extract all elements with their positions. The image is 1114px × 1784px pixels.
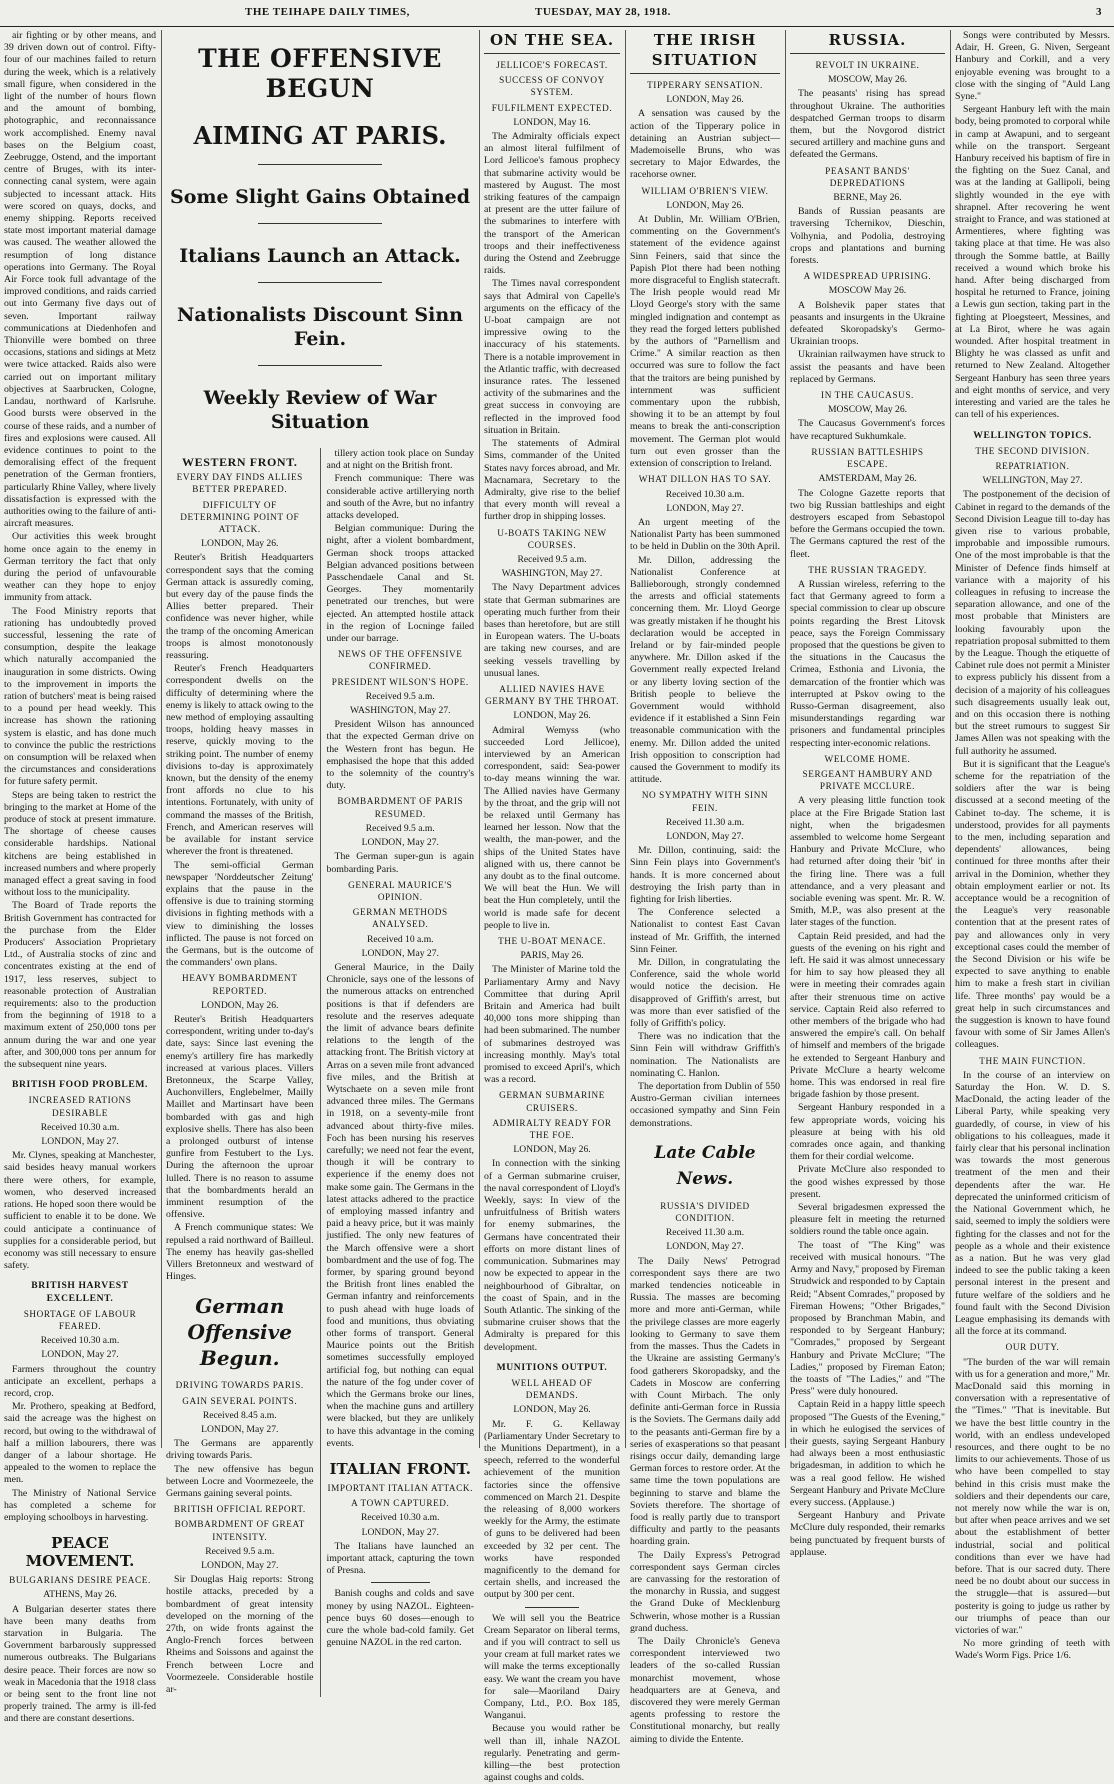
article-body (327, 851, 475, 875)
headline-russia: RUSSIA. (790, 30, 945, 54)
paragraph: Steps are being taken to restrict the bringing to the market at Home of the produce of stock at present immature. The shortage of cheese causes considerable hardships. National kitchens are being established in increased numbers and where properly managed effect a great saving in food without loss to the municipality. (4, 789, 156, 899)
article-body (484, 582, 620, 680)
subhead-dillon: WHAT DILLON HAS TO SAY. (638, 474, 772, 485)
paragraph: Songs were contributed by Messrs. Adair, H. Green, G. Niven, Sergeant Hanbury and Corkill, and a very enjoyable evening was brought to a close with the singing of "Auld Lang Syne." (955, 30, 1110, 103)
paragraph: The Daily Express's Petrograd correspondent says German circles are canvassing for the restoration of the monarchy in Russia, and suggest the Grand Duke of Mecklenburg Schwerin, whose mother is a Russian grand duchess. (630, 1549, 780, 1634)
paragraph: Reuter's British Headquarters correspondent, writing under to-day's date, says: Since last evening the enemy's artillery fire has markedly increased at various places. Villers Bretonneux, the Scarpe Valley, Auchonvillers, Englebelmer, Mailly Maillet and Martinsart have been bombarded with gas and high explosive shells. There has also been a prolonged outburst of intense gunfire from Festubert to the Lys. During the afternoon the uproar lulled. There is no reason to assume that the bombardments herald an imminent resumption of the offensive. (166, 1013, 314, 1221)
column-rule (625, 30, 626, 1448)
article-body (790, 300, 945, 386)
deck-text: Some Slight Gains Obtained (169, 186, 471, 208)
dateline: AMSTERDAM, May 26. (818, 473, 917, 485)
subhead-obrien: WILLIAM O'BRIEN'S VIEW. (641, 185, 769, 196)
article-body (790, 488, 945, 561)
paragraph: Sergeant Hanbury responded in a few appropriate words, voicing his pleasure at being with his old comrades once again, and thanking them for their cordial welcome. (790, 1102, 945, 1163)
received-time: Received 10.30 a.m. (40, 1121, 120, 1133)
received-time: Received 11.30 a.m. (665, 1227, 745, 1239)
article-body (4, 1150, 156, 1272)
paragraph: A Bolshevik paper states that peasants and insurgents in the Ukraine defeated Skoropadsky's Germo-Ukrainian troops. (790, 299, 945, 348)
deck-italians-attack (166, 244, 474, 283)
paragraph: But it is significant that the League's scheme for the repatriation of the soldiers after the war is being discussed at a second meeting of the Cabinet to-day. The scheme, it is understood, provides for all payments to the men, including separation and dependents' allowances, being continued for three months after their arrival in the Dominion, whether they obtain employment earlier or not. Its acceptance would be a recognition of the League's very reasonable contention that at the present rates of pay and allowances only in very exceptional cases could the member of the Second Division or his wife be expected to save anything to enable him to make a fresh start in civilian life. Three months' pay would be a great help in such circumstances and the suggestion is known to have found favour with some of Sir James Allen's colleagues. (955, 758, 1110, 1051)
paragraph: Mr. Dillon, addressing the Nationalist Conference at Ballieborough, strongly condemned the arrests and official statements concerning them. Mr. Lloyd George was greatly mistaken if he thought his declaration would be accepted in Ireland or by fair-minded people anywhere. Mr. Dillon asked if the Government really expected Ireland or any liberty loving section of the British people to believe the Government would withhold evidence if it established a Sinn Fein treasonable communication with the enemy. Mr. Dillon added the united Irish opposition to conscription had caused the Government to modify its attitude. (630, 554, 780, 786)
subhead-general-maurice: GENERAL MAURICE'S OPINION. (348, 879, 453, 902)
article-body (955, 1070, 1110, 1338)
paragraph: In the course of an interview on Saturday the Hon. W. D. S. MacDonald, the acting leader of the Liberal Party, while speaking very guardedly, of course, in view of his obligations to his colleagues, made it fairly clear that his personal inclination was towards the most generous treatment of the men and their dependents after the war. He deprecated the uninformed criticism of the National Government which, he said, seemed to imply the soldiers were fighting for the classes and not for the people as a whole and their existence as a nation. But he was very glad indeed to see the public taking a keen personal interest in the present and future welfare of the soldiers and he found fault with the Second Division League emphasising its demands with all the force at its command. (955, 1069, 1110, 1338)
article-body (166, 552, 314, 969)
received-time: Received 8.45 a.m. (202, 1409, 277, 1421)
subcolumn-left (166, 448, 314, 1697)
paragraph: Mr. Clynes, speaking at Manchester, said besides heavy manual workers there were others, for example, women, who deserved increased rations. He hoped soon there would be sufficient to enable it to be done. We could anticipate a continuance of supplies for a considerable period, but economy was still necessary to ensure safety. (4, 1150, 156, 1272)
paragraph: The Times naval correspondent says that Admiral von Capelle's arguments on the efficacy of the U-boat campaign are not impressive owing to the inaccuracy of his statements. There is a notable improvement in the Atlantic traffic, with decreased insurance rates. The lessened activity of the submarines and the great success in convoying are reflected in the improved food situation in Britain. (484, 278, 620, 436)
received-time: Received 9.5 a.m. (365, 690, 435, 702)
page-number: 3 (1096, 6, 1102, 18)
paragraph: Because you would rather be well than ill, inhale NAZOL regularly. Penetrating and germ-killing—the best protection against coughs and colds. (484, 1723, 620, 1784)
paragraph: Ukrainian railwaymen have struck to assist the peasants and have been replaced by Germans. (790, 349, 945, 385)
column-1 (4, 30, 156, 1725)
dateline: LONDON, May 27. (666, 502, 744, 514)
subhead-tipperary: TIPPERARY SENSATION. (647, 80, 763, 90)
dateline: ATHENS, May 26. (43, 1589, 117, 1601)
article-body (327, 719, 475, 792)
column-rule (320, 448, 321, 1697)
paragraph: The Conference selected a Nationalist to contest East Cavan instead of Mr. Griffith, the interned Sinn Feiner. (630, 907, 780, 955)
article-body (166, 1574, 314, 1696)
subhead-russia-divided: RUSSIA'S DIVIDED CONDITION. (660, 1200, 750, 1224)
subhead-bombardment-paris: BOMBARDMENT OF PARIS RESUMED. (337, 796, 464, 819)
article-body (955, 489, 1110, 1051)
dateline: MOSCOW, May 26. (827, 74, 908, 86)
paragraph: The postponement of the decision of Cabinet in regard to the demands of the Second Division League till to-day has given rise to various probable, improbable and impossible rumours. One of the most improbable is that the Minister of Defence finds himself at variance with a majority of his colleagues in refusing to increase the separation allowance, and one of the most probable that Ministers are looking favourably upon the repatriation proposal submitted to them by the League. Though the etiquette of Cabinet rule does not permit a Minister to express publicly his dissent from a decision of a majority of his colleagues such disagreements usually leak out, and on this occasion there is nothing but the street rumours to suggest Sir James Allen was not speaking with the full authority he assumed. (955, 489, 1110, 757)
advertisement (484, 1613, 620, 1784)
dateline: WASHINGTON, May 27. (349, 705, 451, 717)
column-2 (166, 30, 475, 1696)
subhead-president-wilson: PRESIDENT WILSON'S HOPE. (331, 676, 469, 687)
dateline: LONDON, May 26. (201, 538, 279, 550)
subhead-main-function: THE MAIN FUNCTION. (979, 1055, 1086, 1066)
subhead-allied-navies: ALLIED NAVIES HAVE GERMANY BY THE THROAT. (485, 683, 619, 707)
subhead-ahead-of-demands: WELL AHEAD OF DEMANDS. (511, 1377, 593, 1401)
dateline: WELLINGTON, May 27. (982, 475, 1083, 487)
dateline: BERNE, May 26. (833, 192, 902, 204)
subhead-town-captured: A TOWN CAPTURED. (351, 1498, 450, 1509)
subhead-u-boat-menace: THE U-BOAT MENACE. (498, 936, 606, 947)
paragraph: Reuter's French Headquarters correspondent dwells on the difficulty of determining where the enemy is likely to attack owing to the new method of employing assaulting troops, holding heavy masses in reserve, quickly moving to the striking point. The number of enemy divisions to-day is approximately known, but the density of the enemy front affords no clue to his intentions. Fortunately, with unity of command the masses of the British, French, and American reserves will be available for instant service wherever the front is threatened. (166, 663, 314, 858)
subhead-battleships-escape: RUSSIAN BATTLESHIPS ESCAPE. (811, 446, 924, 470)
article-body (790, 795, 945, 1559)
paragraph: The semi-official German newspaper 'Norddeutscher Zeitung' explains that the pause in the offensive is due to training storming divisions in fighting methods with a view to diminishing the losses inflicted. The pause is not forced on the Germans, but is the outcome of the commanders' own plans. (166, 859, 314, 969)
article-body (790, 88, 945, 161)
paragraph: Sergeant Hanbury left with the main body, being promoted to corporal while in camp at Awapuni, and to sergeant while on the transport. Sergeant Hanbury received his baptism of fire in the fighting on the Suez Canal, and was at the landing at Gallipoli, being slightly wounded in the eye with shrapnel. After recovering he went straight to France, and was stationed at Armentieres, where fighting was taking place at that time. He was also through the Somme battle, at Bailly received a wound which broke his hand. After being discharged from hospital he returned to France, joining a Lewis gun section, taking part in the fighting at Ploegsteert, Messines, and at La Birot, where he was again wounded. After hospital treatment in Blighty he was classed as unfit and returned to New Zealand. Altogether Sergeant Hanbury has seen three years and eight months of service, and very interesting and varied are the tales he can tell of his experiences. (955, 104, 1110, 421)
subhead-peasant-bands: PEASANT BANDS' DEPREDATIONS (825, 165, 910, 188)
received-time: Received 10.30 a.m. (665, 488, 745, 500)
masthead (0, 0, 1114, 27)
paragraph: "The burden of the war will remain with us for a generation and more," Mr. MacDonald said this morning in conversation with a representative of the "Times." "That is inevitable. But we have the best little country in the world, with an endless undeveloped resources, and there ought to be no limits to our achievements. Those of us who have been compelled to stay behind in this crisis must make the soldiers and their dependents our care, not merely now while the war is on, but after when peace arrives and we set about the establishment of better industrial, social and political conditions than ever we have had before. That is our sacred duty. There need be no doubt about our success in the struggle—that is assured—but posterity is going to judge us rather by our triumphs of peace than our victories of war." (955, 1356, 1110, 1636)
column-7 (955, 30, 1110, 1662)
column-4 (484, 30, 620, 1784)
subcolumn-right (327, 448, 475, 1697)
article-body (630, 1256, 780, 1746)
paragraph: Belgian communique: During the night, after a violent bombardment, German shock troops attacked Belgian advanced positions between Passchendaele Canal and St. Georges. They momentarily penetrated our trenches, but were ejected. An attempted hostile attack in the region of Locninge failed under our barrage. (326, 523, 475, 645)
column-1-body (4, 30, 156, 1071)
subhead-difficulty: DIFFICULTY OF DETERMINING POINT OF ATTACK. (180, 499, 300, 535)
paragraph: There was no indication that the Sinn Fein will withdraw Griffith's nomination. The Nationalists are nominating C. Hanlon. (630, 1031, 780, 1079)
paragraph: Farmers throughout the country anticipate an excellent, perhaps a record, crop. (4, 1363, 156, 1399)
subhead-our-duty: OUR DUTY. (1005, 1342, 1060, 1353)
subhead-u-boats: U-BOATS TAKING NEW COURSES. (497, 527, 607, 550)
deck-nationalists (166, 303, 474, 366)
dateline: LONDON, May 27. (201, 1424, 279, 1436)
headline-wellington-topics: WELLINGTON TOPICS. (973, 429, 1092, 441)
headline-harvest: BRITISH HARVEST EXCELLENT. (31, 1280, 129, 1304)
column-rule (785, 30, 786, 1448)
subhead-labour-shortage: SHORTAGE OF LABOUR FEARED. (23, 1308, 137, 1331)
received-time: Received 9.5 a.m. (365, 822, 435, 834)
article-body (484, 1158, 620, 1353)
deck-text: AIMING AT PARIS. (193, 121, 447, 150)
dateline: LONDON, May 27. (666, 1241, 744, 1253)
received-time: Received 9.5 a.m. (205, 1545, 275, 1557)
article-body (630, 845, 780, 1130)
article-body (790, 206, 945, 267)
dateline: LONDON, May 27. (201, 1560, 279, 1572)
paragraph: An urgent meeting of the Nationalist Party has been summoned to be held in Dublin on the 30th April. (630, 516, 780, 553)
paragraph: A French communique states: We repulsed a raid northward of Bailleul. The enemy has heavily gas-shelled Villers Bretonneux and westward of Hinges. (166, 1222, 314, 1283)
deck-text: Italians Launch an Attack. (179, 245, 461, 267)
subhead-caucasus: IN THE CAUCASUS. (821, 390, 914, 401)
headline-german-offensive: German Offensive Begun. (187, 1294, 292, 1371)
subhead-fulfilment: FULFILMENT EXPECTED. (491, 102, 613, 113)
article-body (630, 108, 780, 181)
paragraph: The Minister of Marine told the Parliamentary Army and Navy Committee that during April Britain and America had built 40,000 tons more shipping than had been submarined. The number of submarines destroyed was increasing monthly. May's total promised to exceed April's, which was a record. (484, 964, 620, 1086)
headline-munitions: MUNITIONS OUTPUT. (496, 1361, 608, 1373)
article-body (166, 1014, 314, 1283)
dateline: WASHINGTON, May 27. (501, 568, 603, 580)
article-body (955, 30, 1110, 422)
headline-on-the-sea: ON THE SEA. (484, 30, 620, 54)
paragraph: General Maurice, in the Daily Chronicle, says one of the lessons of the numerous attacks on entrenched positions is that if defenders are resolute and the reserves adequate the limit of advance bears definite relations to the length of the attacking front. The British victory at Arras on a seven mile front advanced five miles, and the British at Wytschaete on a seven mile front advanced three miles. The Germans in 1918, on a seventy-mile front advanced about thirty-five miles. Foch has been nursing his reserves carefully; we need not fear the event, though it will be contrary to experience if the enemy does not make some gain. The Germans in the latest attacks adhered to the practice of employing massed infantry and paid a heavy price, but it was mainly justified. The only new features of the March offensive were a short bombardment and the use of fog. The former, by sparing ground beyond the British front lines enabled the German infantry and reinforcements to push ahead with huge loads of food and munitions, thus obviating other forms of transport. General Maurice points out the British sometimes successfully employed artificial fog, but nothing can equal the nature of the fog under cover of which the Germans broke our lines, when the machine guns and artillery were blacked, but they are unlikely to have this advantage in the coming events. (326, 961, 475, 1449)
subhead-news-confirmed: NEWS OF THE OFFENSIVE CONFIRMED. (338, 649, 463, 672)
paragraph: The Italians have launched an important attack, capturing the town of Presna. (326, 1540, 475, 1577)
subhead-allies-prepared: EVERY DAY FINDS ALLIES BETTER PREPARED. (176, 472, 303, 495)
newspaper-title: THE TEIHAPE DAILY TIMES, (245, 6, 410, 18)
subhead-jellicoe: JELLICOE'S FORECAST. (496, 60, 608, 70)
paragraph: A Russian wireless, referring to the fact that Germany agreed to form a special commission to clear up obscure points regarding the Brest Litovsk peace, says the Foreign Commissary proposed that the questions be given to the situations in the Caucasus the Crimea, Esthonia and Livonia, the demarcation of the frontier which was interrupted at Pskov owing to the Russo-German disagreement, also misunderstandings regarding war prisoners and fundamental principles respecting inter-economic relations. (790, 578, 945, 749)
subhead-hanbury-mcclure: SERGEANT HAMBURY AND PRIVATE MCCLURE. (802, 768, 933, 792)
dateline: LONDON, May 26. (513, 710, 591, 722)
dateline: LONDON, May 27. (41, 1136, 119, 1148)
article-body (327, 448, 475, 645)
paragraph: The Daily News' Petrograd correspondent says there are two marked tendencies noticeable in Russia. The masses are becoming more and more anti-German, while the privilege classes are more eagerly looking to Germany to save them from the masses. Thus the Cadets in the Ukraine are assisting Germany's food gatherers Skoropadsky, and the Cadets in Moscow are conferring with Count Mirbach. The only definite anti-German force in Russia is the Soviets. The Germans daily add to the peasants anti-German fire by a series of exasperations so that peasant risings occur daily, demanding large German forces to restore order. At the same time the town populations are beginning to starve and blame the Soviets therefore. The shortage of food is really partly due to transport difficulty and partly to the peasants hoarding grain. (630, 1255, 780, 1548)
article-body (327, 1541, 475, 1578)
subhead-widespread-uprising: A WIDESPREAD UPRISING. (803, 271, 932, 282)
column-rule (479, 30, 480, 1448)
paragraph: air fighting or by other means, and 39 driven down out of control. Fifty-four of our machines failed to return during the week, which is a relatively small figure, when considered in the light of the number of hours flown and the amount of bombing, photographic, and reconnaissance work accomplished. Enemy naval bases on the Belgium coast, Zeebrugge, Ostend, and the important centre of Bruges, with its inter-connecting canal system, were again subjected to incessant attack. Hits were scored on quays, docks, and enemy shipping. Reports received state most important material damage was caused. The weather allowed the resumption of long distance operations into Germany. The Royal Air Force took full advantage of the improved conditions, and raids carried out into Germany five days out of seven. Important railway communications at Diedenhofen and Thionville were bombed on three occasions, stations and sidings at Metz were twice attacked. Raids also were carried out on important military objectives at Saarbrucken, Cologne, Landau, northward of Karlsruhe. Good bursts were observed in the course of these raids, and a number of fires and explosions were caused. All evidence continues to point to the demoralising effect of the frequent penetration of the German frontiers, particularly Rhine Valley, where lively dissatisfaction is expressed with the authorities owing to the failure of anti-aircraft measures. (4, 30, 156, 530)
main-headline: THE OFFENSIVE BEGUN (198, 44, 442, 103)
article-body (484, 1419, 620, 1602)
subhead-repatriation: REPATRIATION. (995, 460, 1070, 471)
paragraph: The peasants' rising has spread throughout Ukraine. The authorities despatched German troops to disarm them, but the Novgorod district secured artillery and machine guns and defeated the Germans. (790, 88, 945, 161)
article-body (4, 1604, 156, 1726)
article-body (790, 418, 945, 442)
paragraph: Banish coughs and colds and save money by using NAZOL. Eighteen-pence buys 60 doses—enough to cure the whole bad-cold family. Get genuine NAZOL in the red carton. (326, 1588, 475, 1649)
headline-peace-movement: PEACE MOVEMENT. (25, 1534, 135, 1571)
paragraph: A very pleasing little function took place at the Fire Brigade Station last night, when the brigadesmen assembled to welcome home Sergeant Hanbury and Private McClure, who had returned after doing their 'bit' in the firing line. There was a full attendance, and a very pleasant and sociable evening was spent. Mr. R. W. Smith, M.P., was also present at the later stages of the function. (790, 795, 945, 929)
article-body (484, 131, 620, 524)
dateline: LONDON, May 16. (513, 116, 591, 128)
paragraph: Our activities this week brought home once again to the enemy in German territory the fact that only during the period of unfavourable weather can they hope to enjoy immunity from attack. (4, 531, 156, 604)
headline-irish-situation: THE IRISH SITUATION (630, 30, 780, 74)
column-2-subcolumns (166, 448, 474, 1697)
paragraph: Private McClure also responded to the good wishes expressed by those present. (790, 1164, 945, 1200)
column-6 (790, 30, 945, 1558)
article-body (4, 1364, 156, 1525)
paragraph: Admiral Wemyss (who succeeded Lord Jellicoe), interviewed by an American correspondent, said: Sea-power to-day means winning the war. The Allied navies have Germany by the throat, and the grip will not be relaxed until Germany has learned her lesson. Now that the wealth, the man-power, and the ships of the United States have aligned with us, there cannot be any doubt as to the final outcome. We will beat the Hun. We will beat the Hun completely, until the world is made safe for decent people to live in. (484, 724, 620, 931)
paragraph: The Ministry of National Service has completed a scheme for employing schoolboys in harvesting. (4, 1487, 156, 1523)
dateline: LONDON, May 27. (41, 1349, 119, 1361)
paragraph: Mr. Dillon, in congratulating the Conference, said the whole world would notice the decision. He disapproved of Griffith's arrest, but was more than ever satisfied of the folly of Griffith's policy. (630, 957, 780, 1030)
subhead-bulgarians: BULGARIANS DESIRE PEACE. (9, 1575, 151, 1586)
paragraph: Mr. Prothero, speaking at Bedford, said the acreage was the highest on record, but owing to the withdrawal of half a million labourers, there was danger of a labour shortage. He appealed to the women to replace the men. (4, 1401, 156, 1486)
paragraph: The German super-gun is again bombarding Paris. (326, 851, 475, 875)
subhead-convoy: SUCCESS OF CONVOY SYSTEM. (499, 75, 605, 98)
paragraph: The Cologne Gazette reports that two big Russian battleships and eight destroyers escaped from Sebastopol before the Germans occupied the town. The Germans captured the rest of the fleet. (790, 487, 945, 560)
dateline: MOSCOW, May 26. (827, 404, 908, 416)
article-body (484, 964, 620, 1086)
paragraph: In connection with the sinking of a German submarine cruiser, the naval correspondent of Lloyd's Weekly, says: In view of the unfruitfulness of British waters for enemy submarines, the Germans have concentrated their efforts on more distant lines of communication. Submarines may now be expected to appear in the neighbourhood of Gibraltar, on the coast of Spain, and in the South Atlantic. The sinking of the submarine cruiser shows that the Admiralty is prepared for this development. (484, 1158, 620, 1353)
paragraph: tillery action took place on Sunday and at night on the British front. (326, 448, 475, 472)
paragraph: Sergeant Hanbury and Private McClure duly responded, their remarks being punctuated by frequent bursts of applause. (790, 1510, 945, 1558)
subhead-increased-rations: INCREASED RATIONS DESIRABLE (28, 1095, 132, 1118)
deck-text: Weekly Review of War Situation (203, 387, 437, 433)
paragraph: A sensation was caused by the action of the Tipperary police in detaining an Austrian subject—Mademoiselle Bruns, who was secretary to Major Edwardes, the racehorse owner. (630, 108, 780, 181)
dateline: LONDON, May 27. (361, 1526, 439, 1538)
article-body (327, 962, 475, 1450)
dateline: LONDON, May 26. (201, 999, 279, 1011)
subhead-british-official: BRITISH OFFICIAL REPORT. (173, 1504, 306, 1515)
received-time: Received 9.5 a.m. (517, 553, 587, 565)
dateline: LONDON, May 26. (666, 94, 744, 106)
paragraph: The Germans are apparently driving towards Paris. (166, 1438, 314, 1462)
advertisement (327, 1588, 475, 1649)
paragraph: The new offensive has begun between Locre and Voormezeele, the Germans gaining several points. (166, 1463, 314, 1500)
received-time: Received 10.30 a.m. (360, 1512, 440, 1524)
subhead-welcome-home: WELCOME HOME. (824, 753, 911, 764)
paragraph: The Admiralty officials expect an almost literal fulfilment of Lord Jellicoe's famous prophecy that submarine activity would be mastered by August. The most striking features of the campaign at present are the utter failure of the submarines to interfere with the transport of the American troops and their ineffectiveness during the Ostend and Zeebrugge raids. (484, 131, 620, 277)
subhead-russian-tragedy: THE RUSSIAN TRAGEDY. (808, 564, 927, 575)
dateline: LONDON, May 26. (513, 1404, 591, 1416)
dateline: MOSCOW May 26. (828, 285, 907, 297)
subhead-no-sympathy: NO SYMPATHY WITH SINN FEIN. (641, 790, 769, 813)
column-5 (630, 30, 780, 1745)
article-body (484, 725, 620, 932)
dateline: LONDON, May 26. (513, 1144, 591, 1156)
subhead-heavy-bombardment: HEAVY BOMBARDMENT REPORTED. (181, 973, 298, 996)
subhead-intensity: BOMBARDMENT OF GREAT INTENSITY. (174, 1519, 305, 1542)
paragraph: Reuter's British Headquarters correspondent says that the coming German attack is assuredly coming, but every day of the pause finds the Allies better prepared. Their confidence was never higher, while the tramp of the oncoming American troops is almost monotonously reassuring. (166, 552, 314, 662)
dateline: LONDON, May 27. (361, 837, 439, 849)
subhead-driving-paris: DRIVING TOWARDS PARIS. (175, 1380, 304, 1391)
paragraph: The toast of "The King" was received with musical honours. "The Army and Navy," proposed by Fireman Strudwick and responded to by Captain Reid; "Absent Comrades," proposed by Fireman Howens; "Other Brigades," proposed by Branchman Mabin, and responded to by Sergeant Hanbury; "Comrades," proposed by Sergeant Hanbury and Private McClure; "The Ladies," proposed by Fireman Eaton; the toasts of "The Ladies," and "The Press" were duly honoured. (790, 1239, 945, 1398)
column-rule (950, 30, 951, 1448)
paragraph: Mr. F. G. Kellaway (Parliamentary Under Secretary to the Munitions Department), in a speech, referred to the wonderful achievement of the munition factories since the offensive commenced on March 21. Despite the releasing of 8,000 workers weekly for the Army, the estimate of guns to be delivered had been exceeded by 32 per cent. The works have responded magnificently to the demand for certain shells, and increased the output by 300 per cent. (484, 1418, 620, 1601)
column-rule (161, 30, 162, 1448)
deck-text: Nationalists Discount Sinn Fein. (177, 304, 463, 350)
headline-food-problem: BRITISH FOOD PROBLEM. (11, 1079, 148, 1091)
deck-weekly-review (166, 386, 474, 434)
deck-aiming-at-paris (166, 122, 474, 165)
subhead-methods-analysed: GERMAN METHODS ANALYSED. (352, 907, 448, 930)
paragraph: The Caucasus Government's forces have recaptured Sukhumkale. (790, 418, 945, 442)
dateline: LONDON, May 27. (361, 947, 439, 959)
article-body (955, 1357, 1110, 1663)
dateline: LONDON, May 26. (666, 199, 744, 211)
dateline: PARIS, May 26. (520, 950, 584, 962)
subhead-admiralty-ready: ADMIRALTY READY FOR THE FOE. (492, 1117, 612, 1141)
article-body (166, 1438, 314, 1500)
paragraph: The Food Ministry reports that rationing has undoubtedly proved successful, lessening the rate of consumption, despite the leakage which naturally accompanied the inauguration in some districts. Owing to the improvement in imports the ration of butchers' meat is being raised to a pound per head weekly. This increase has shown the rationing system is elastic, and has done much to convince the public the restrictions on consumption will be relaxed when the circumstances and considerations for future safety permit. (4, 605, 156, 788)
paragraph: Sir Douglas Haig reports: Strong hostile attacks, preceded by a bombardment of great intensity developed on the morning of the 27th, on wide fronts against the Anglo-French forces between Rheims and Soissons and against the French between Locre and Voormezeele. Considerable hostile ar- (166, 1574, 314, 1696)
received-time: Received 10.30 a.m. (40, 1335, 120, 1347)
headline-late-cable-news: Late Cable News. (654, 1142, 756, 1189)
subhead-gain-points: GAIN SEVERAL POINTS. (182, 1395, 298, 1406)
paragraph: Bands of Russian peasants are traversing Tchernikov, Dieschin, Volhynia, and Podolia, destroying crops and plantations and burning forests. (790, 206, 945, 267)
paragraph: The statements of Admiral Sims, commander of the United States navy forces abroad, and Mr. Macnamara, Secretary to the Admiralty, give rise to the belief that every month will reveal a further drop in shipping losses. (484, 438, 620, 523)
paragraph: Captain Reid in a happy little speech proposed "The Guests of the Evening," in which he eulogised the services of their guests, saying Sergeant Hanbury had always been a most enthusiastic brigadesman, in addition to which he was a real good fellow. He wished Sergeant Hanbury and Private McClure every success. (Applause.) (790, 1399, 945, 1508)
paragraph: Captain Reid presided, and had the guests of the evening on his right and left. He said it was almost unnecessary for him to say how pleased they all were in meeting their comrades again after their strenuous time on active service. Captain Reid also referred to other members of the brigade who had answered the empire's call. On behalf of himself and members of the brigade he extended to Sergeant Hanbury and Private McClure a hearty welcome home. This was endorsed in real fire brigade fashion by those present. (790, 930, 945, 1101)
issue-date: TUESDAY, MAY 28, 1918. (535, 6, 671, 18)
paragraph: French communique: There was considerable active artillerying north and south of the Avre, but no infantry attacks developed. (326, 473, 475, 522)
deck-slight-gains (166, 185, 474, 224)
paragraph: President Wilson has announced that the expected German drive on the Western front has begun. He emphasised the hope that this added to the solemnity of the country's duty. (326, 719, 475, 792)
received-time: Received 11.30 a.m. (665, 816, 745, 828)
received-time: Received 10 a.m. (366, 933, 434, 945)
article-body (630, 214, 780, 470)
article-body (630, 517, 780, 786)
headline-italian-front: ITALIAN FRONT. (329, 1460, 471, 1479)
paragraph: A Bulgarian deserter states there have been many deaths from starvation in Bulgaria. The Government barbarously suppressed numerous outbreaks. The Bulgarians desire peace. Their forces are now so weak in Macedonia that the 1918 class or being sent to the front line not properly trained. The army is ill-fed and there are constant desertions. (4, 1603, 156, 1725)
dateline: LONDON, May 27. (666, 830, 744, 842)
headline-western-front: WESTERN FRONT. (181, 455, 298, 469)
paragraph: The Daily Chronicle's Geneva correspondent interviewed two leaders of the so-called Russian monarchist movement, whose headquarters are at Geneva, and discovered they were merely German agents professing to restore the Constitutional monarchy, but really aiming to divide the Entente. (630, 1635, 780, 1745)
subhead-submarine-cruisers: GERMAN SUBMARINE CRUISERS. (499, 1090, 605, 1113)
subhead-revolt-ukraine: REVOLT IN UKRAINE. (815, 60, 920, 70)
subhead-italian-attack: IMPORTANT ITALIAN ATTACK. (327, 1483, 474, 1494)
paragraph: Several brigadesmen expressed the pleasure felt in meeting the returned soldiers round the table once again. (790, 1202, 945, 1238)
paragraph: The Navy Department advices state that German submarines are operating much further from their bases than heretofore, but are still in European waters. The U-boats are taking new courses, and are seeking vessels travelling by unusual lanes. (484, 582, 620, 679)
paragraph: The Board of Trade reports the British Government has contracted for the purchase from the Elder Producers' Association Proprietary Ltd., of Australia stocks of zinc and concentrates existing at the end of 1917, less reserves, subject to reasonable protection of Australian requirements: also to the production from the beginning of 1918 to a maximum extent of 250,000 tons per annum during the war and one year after, and 300,000 tons per annum for the subsequent nine years. (4, 900, 156, 1071)
paragraph: Mr. Dillon, continuing, said: the Sinn Fein plays into Government's hands. It is more concerned about destroying the Irish party than in fighting for Irish liberties. (630, 845, 780, 905)
article-body (790, 579, 945, 750)
subhead-second-division: THE SECOND DIVISION. (975, 445, 1090, 456)
paragraph: We will sell you the Beatrice Cream Separator on liberal terms, and if you will contract to sell us your cream at full market rates we will make the terms exceptionally easy. We want the cream you have for sale—Maoriland Dairy Company, Ltd., P.O. Box 185, Wanganui. (484, 1612, 620, 1722)
paragraph: At Dublin, Mr. William O'Brien, commenting on the Government's statement of the evidence against Sinn Feiners, said that since the Papish Plot there had been nothing more disgraceful to English statecraft. The Irish people would read Mr Lloyd George's story with the same mingled indignation and contempt as they read the forged letters published by the authors of "Parnellism and Crime." A similar reaction as then occurred was sure to follow the fact that the traitors are being punished by internment was sufficient commentary upon the rubbish, showing it to be an attempt by foul means to break the anti-conscription movement. The German plot would turn out even grosser than the extension of conscription to Ireland. (630, 214, 780, 470)
paragraph: No more grinding of teeth with Wade's Worm Figs. Price 1/6. (955, 1638, 1110, 1662)
paragraph: The deportation from Dublin of 550 Austro-German civilian internees occasioned sympathy and Sinn Fein demonstrations. (630, 1081, 780, 1129)
